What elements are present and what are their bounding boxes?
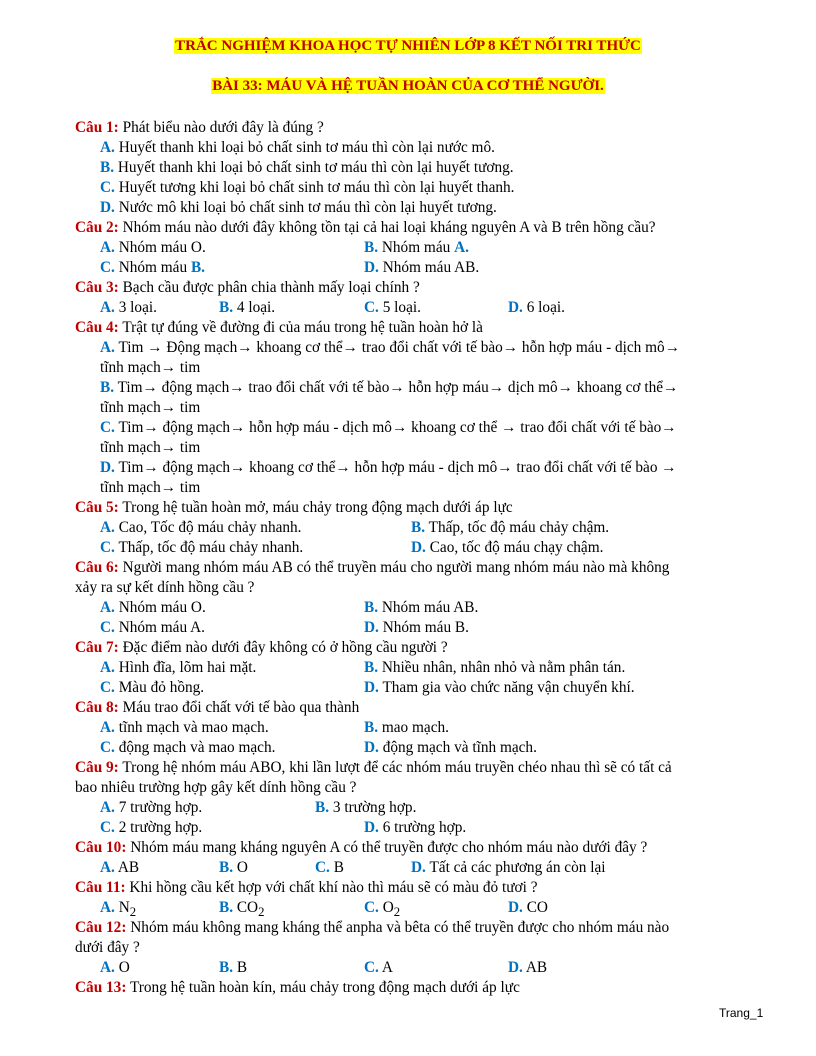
option-b: B. Huyết thanh khi loại bỏ chất sinh tơ máu thì còn lại huyết tương.: [100, 159, 514, 176]
question-12-continued: dưới đây ?: [75, 939, 140, 956]
option-c: C. B: [315, 859, 344, 876]
option-d: D. Nhóm máu AB.: [364, 259, 480, 276]
question-2: Câu 2: Nhóm máu nào dưới đây không tồn tại cả hai loại kháng nguyên A và B trên hồng cầu? A. Nhóm máu O. B. Nhóm máu A. C. Nhóm máu B. D. Nhóm máu AB.: [75, 219, 656, 276]
option-b: B. O: [219, 859, 248, 876]
option-c: C. Màu đỏ hồng.: [100, 679, 205, 696]
option-d: D. Cao, tốc độ máu chạy chậm.: [411, 539, 604, 556]
option-c: C. Huyết tương khi loại bỏ chất sinh tơ máu thì còn lại huyết thanh.: [100, 179, 515, 196]
option-a: A. Nhóm máu O.: [100, 599, 206, 616]
question-9: Câu 9: Trong hệ nhóm máu ABO, khi lần lượt để các nhóm máu truyền chéo nhau thì sẽ có tất cả bao nhiêu trường hợp gây kết dính hồng cầu ? A. 7 trường hợp. B. 3 trường hợp. C. 2 trường hợp. D. 6 trường hợp.: [75, 758, 765, 838]
question-9-continued: bao nhiêu trường hợp gây kết dính hồng cầu ?: [75, 779, 357, 796]
option-b: B. Nhóm máu A.: [364, 239, 469, 256]
option-a: A. $N_2$: [100, 899, 137, 920]
question-5: Câu 5: Trong hệ tuần hoàn mở, máu chảy trong động mạch dưới áp lực A. Cao, Tốc độ máu chảy nhanh. B. Thấp, tốc độ máu chảy chậm. C. Thấp, tốc độ máu chảy nhanh. D. Cao, tốc độ máu chạy chậm.: [75, 499, 610, 556]
option-c: C. động mạch và mao mạch.: [100, 739, 276, 756]
option-c-continued: tĩnh mạch→ tim: [100, 439, 201, 456]
question-8: Câu 8: Máu trao đổi chất với tế bào qua thành A. tĩnh mạch và mao mạch. B. mao mạch. C. động mạch và mao mạch. D. động mạch và tĩnh mạch.: [75, 699, 537, 756]
option-d-continued: tĩnh mạch→ tim: [100, 479, 201, 496]
option-c: C. A: [364, 959, 393, 976]
lesson-title: BÀI 33: MÁU VÀ HỆ TUẦN HOÀN CỦA CƠ THỂ NGƯỜI.: [212, 78, 604, 94]
option-d: D. 6 trường hợp.: [364, 819, 467, 836]
option-b: B. 4 loại.: [219, 299, 276, 316]
option-a: A. Nhóm máu O.: [100, 239, 206, 256]
option-c: C. Thấp, tốc độ máu chảy nhanh.: [100, 539, 304, 556]
question-1: Câu 1: Phát biểu nào dưới đây là đúng ? A. Huyết thanh khi loại bỏ chất sinh tơ máu thì còn lại nước mô. B. Huyết thanh khi loại bỏ chất sinh tơ máu thì còn lại huyết tương. C. Huyết tương khi loại bỏ chất sinh tơ máu thì còn lại huyết thanh. D. Nước mô khi loại bỏ chất sinh tơ máu thì còn lại huyết tương.: [75, 118, 765, 218]
option-b: B. Thấp, tốc độ máu chảy chậm.: [411, 519, 610, 536]
question-12: Câu 12: Nhóm máu không mang kháng thể anpha và bêta có thể truyền được cho nhóm máu nào dưới đây ? A. O B. B C. A D. AB: [75, 918, 765, 978]
question-list: [75, 118, 765, 998]
option-d: D. 6 loại.: [508, 299, 565, 316]
option-d: D. Nhóm máu B.: [364, 619, 469, 636]
option-a-continued: tĩnh mạch→ tim: [100, 359, 201, 376]
document-title: TRẮC NGHIỆM KHOA HỌC TỰ NHIÊN LỚP 8 KẾT NỐI TRI THỨC: [175, 38, 641, 54]
option-d: D. Nước mô khi loại bỏ chất sinh tơ máu thì còn lại huyết tương.: [100, 199, 497, 216]
option-b: B. 3 trường hợp.: [315, 799, 417, 816]
option-a: A. O: [100, 959, 130, 976]
option-d: D. Tim→ động mạch→ khoang cơ thể→ hỗn hợp máu - dịch mô→ trao đổi chất với tế bào →: [100, 459, 677, 476]
option-c: C. Nhóm máu B.: [100, 259, 205, 276]
option-b-continued: tĩnh mạch→ tim: [100, 399, 201, 416]
option-d: D. CO: [508, 899, 548, 916]
option-b: B. mao mạch.: [364, 719, 449, 736]
option-a: A. 3 loại.: [100, 299, 157, 316]
question-7: Câu 7: Đặc điểm nào dưới đây không có ở hồng cầu người ? A. Hình đĩa, lõm hai mặt. B. Nhiều nhân, nhân nhỏ và nằm phân tán. C. Màu đỏ hồng. D. Tham gia vào chức năng vận chuyển khí.: [75, 639, 635, 696]
option-b: B. Nhóm máu AB.: [364, 599, 479, 616]
page-number: Trang_1: [719, 1006, 764, 1020]
option-b: B. $CO_2$: [219, 899, 265, 920]
option-c: C. Tim→ động mạch→ hỗn hợp máu - dịch mô→ khoang cơ thể → trao đổi chất với tế bào→: [100, 419, 677, 436]
option-d: D. AB: [508, 959, 548, 976]
option-c: C. $O_2$: [364, 899, 401, 920]
question-10: Câu 10: Nhóm máu mang kháng nguyên A có thể truyền được cho nhóm máu nào dưới đây ? A. AB B. O C. B D. Tất cả các phương án còn lại: [75, 839, 648, 876]
question-11: Câu 11: Khi hồng cầu kết hợp với chất khí nào thì máu sẽ có màu đỏ tươi ? A. $N_2$ B. $CO_2$ C. $O_2$ D. CO: [75, 878, 765, 918]
option-a: A. Hình đĩa, lõm hai mặt.: [100, 659, 257, 676]
option-a: A. AB: [100, 859, 140, 876]
option-b: B. Tim→ động mạch→ trao đổi chất với tế bào→ hỗn hợp máu→ dịch mô→ khoang cơ thể→: [100, 379, 679, 396]
option-a: A. 7 trường hợp.: [100, 799, 203, 816]
option-a: A. Huyết thanh khi loại bỏ chất sinh tơ máu thì còn lại nước mô.: [100, 139, 495, 156]
option-b: B. B: [219, 959, 248, 976]
option-d: D. Tất cả các phương án còn lại: [411, 859, 606, 876]
option-a: A. tĩnh mạch và mao mạch.: [100, 719, 269, 736]
question-6-continued: xảy ra sự kết dính hồng cầu ?: [75, 579, 255, 596]
option-d: D. động mạch và tĩnh mạch.: [364, 739, 537, 756]
option-d: D. Tham gia vào chức năng vận chuyển khí.: [364, 679, 635, 696]
question-6: Câu 6: Người mang nhóm máu AB có thể truyền máu cho người mang nhóm máu nào mà không xảy ra sự kết dính hồng cầu ? A. Nhóm máu O. B. Nhóm máu AB. C. Nhóm máu A. D. Nhóm máu B.: [75, 558, 765, 638]
question-13: Câu 13: Trong hệ tuần hoàn kín, máu chảy trong động mạch dưới áp lực: [75, 979, 520, 996]
question-3: Câu 3: Bạch cầu được phân chia thành mấy loại chính ? A. 3 loại. B. 4 loại. C. 5 loại. D. 6 loại.: [75, 279, 565, 316]
question-4: Câu 4: Trật tự đúng về đường đi của máu trong hệ tuần hoàn hở là A. Tim → Động mạch→ khoang cơ thể→ trao đổi chất với tế bào→ hỗn hợp máu - dịch mô→ tĩnh mạch→ tim B. Tim→ động mạch→ trao đổi chất với tế bào→ hỗn hợp máu→ dịch mô→ khoang cơ thể→ tĩnh mạch→ tim C. Tim→ động mạch→ hỗn hợp máu - dịch mô→ khoang cơ thể → trao đổi chất với tế bào→ tĩnh mạch→ tim D. Tim→ động mạch→ khoang cơ thể→ hỗn hợp máu - dịch mô→ trao đổi chất với tế bào → tĩnh mạch→ tim: [75, 318, 765, 498]
option-c: C. 5 loại.: [364, 299, 421, 316]
option-a: A. Tim → Động mạch→ khoang cơ thể→ trao đổi chất với tế bào→ hỗn hợp máu - dịch mô→: [100, 339, 680, 356]
option-c: C. Nhóm máu A.: [100, 619, 205, 636]
option-a: A. Cao, Tốc độ máu chảy nhanh.: [100, 519, 302, 536]
option-c: C. 2 trường hợp.: [100, 819, 203, 836]
option-b: B. Nhiều nhân, nhân nhỏ và nằm phân tán.: [364, 659, 626, 676]
